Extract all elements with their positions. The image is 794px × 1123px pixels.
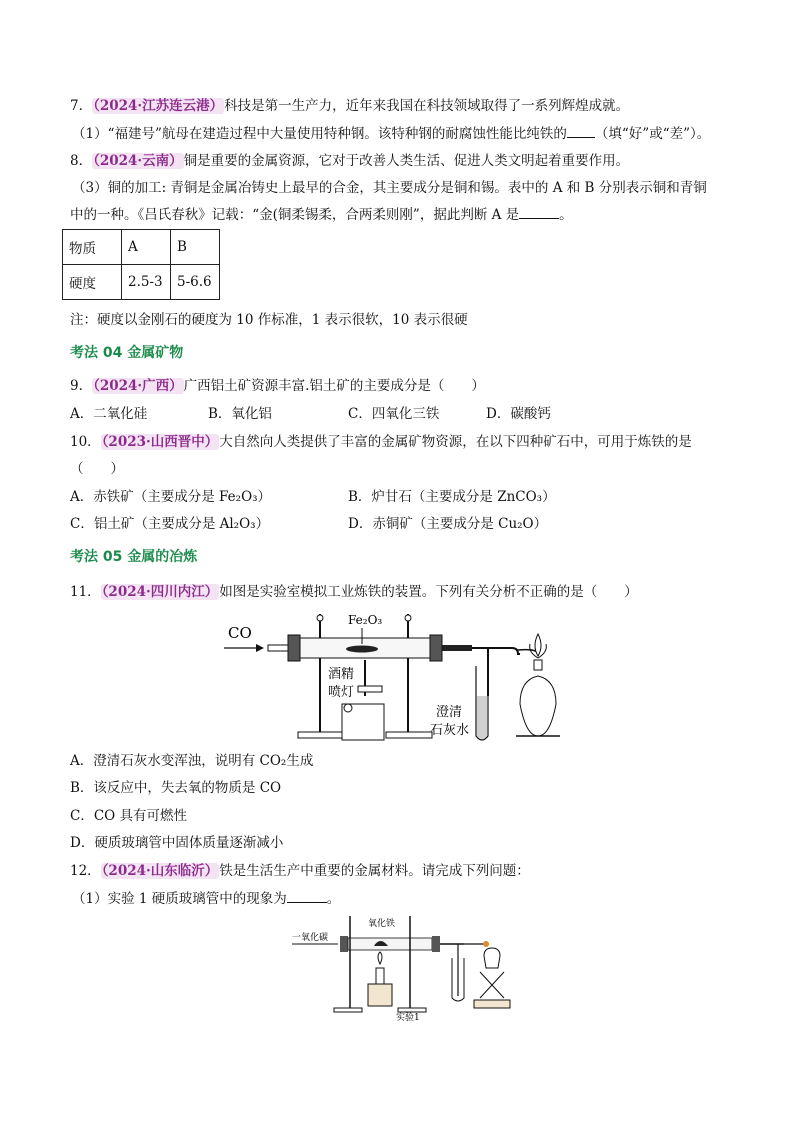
q12-stem (70, 861, 530, 881)
question-number: 12． (70, 863, 101, 879)
sub-question-text: （1）实验 1 硬质玻璃管中的现象为 (72, 891, 287, 907)
option-d[interactable]: D．赤铜矿（主要成分是 Cu₂O） (348, 516, 548, 532)
sub-question-text-end: 。 (326, 891, 341, 907)
source-tag: （2024·云南） (93, 153, 183, 169)
experiment-1-diagram (288, 912, 528, 1022)
sub-question-text-end: （填“好”或“差”）。 (594, 126, 711, 142)
q11-option-b[interactable]: B．该反应中，失去氧的物质是 CO (70, 780, 282, 796)
section-heading-05: 考法 05 金属的冶炼 (70, 549, 198, 565)
question-number: 8． (70, 153, 93, 169)
answer-blank[interactable] (567, 123, 595, 138)
sub-question-text: 中的一种。《吕氏春秋》记载：“金(铜柔锡柔，合两柔则刚”，据此判断 A 是 (70, 207, 520, 223)
question-text: 大自然向人类提供了丰富的金属矿物资源，在以下四种矿石中，可用于炼铁的是 (219, 434, 692, 450)
q8-stem (70, 151, 629, 171)
question-text: 铁是生活生产中重要的金属材料。请完成下列问题： (219, 863, 530, 879)
co-inlet (224, 624, 288, 652)
option-c[interactable]: C．四氧化三铁 (348, 406, 440, 422)
table-row (63, 230, 220, 265)
sub-question-text: （1）“福建号”航母在建造过程中大量使用特种钢。该特种钢的耐腐蚀性能比纯铁的 (72, 126, 567, 142)
hardness-table (62, 229, 220, 300)
alcohol-lamp-burner (516, 634, 560, 736)
source-tag: （2024·江苏连云港） (93, 98, 224, 114)
question-text: 铜是重要的金属资源，它对于改善人类生活、促进人类文明起着重要作用。 (183, 153, 630, 169)
q11-option-c[interactable]: C．CO 具有可燃性 (70, 808, 188, 824)
table-cell: 2.5-3 (122, 265, 171, 300)
question-number: 10． (70, 434, 101, 450)
table-cell: 5-6.6 (171, 265, 220, 300)
question-number: 7． (70, 98, 93, 114)
q10-stem (70, 432, 692, 452)
table-header-cell: 物质 (63, 230, 122, 265)
source-tag: （2024·四川内江） (101, 584, 219, 600)
co-label: CO (228, 624, 252, 642)
q8-sub3-line1: （3）铜的加工: 青铜是金属冶铸史上最早的合金，其主要成分是铜和锡。表中的 A 和 B 分别表示铜和青铜 (72, 180, 707, 196)
hard-glass-tube (288, 635, 472, 661)
q11-option-a[interactable]: A．澄清石灰水变浑浊，说明有 CO₂生成 (70, 753, 314, 769)
co-label: 一氧化碳 (292, 933, 329, 943)
q10-paren: （ ） (70, 461, 124, 477)
option-b[interactable]: B．炉甘石（主要成分是 ZnCO₃） (348, 489, 556, 505)
option-a[interactable]: A．二氧化硅 (70, 406, 148, 422)
answer-blank[interactable] (519, 204, 559, 219)
table-row (63, 265, 220, 300)
delivery-tube (472, 648, 520, 696)
q10-options-row2 (70, 514, 547, 534)
q11-option-d[interactable]: D．硬质玻璃管中固体质量逐渐减小 (70, 835, 284, 851)
source-tag: （2023·山西晋中） (101, 434, 219, 450)
answer-blank[interactable] (287, 888, 327, 903)
q12-sub1 (72, 888, 340, 909)
hard-glass-tube (340, 936, 464, 952)
table-header-cell: A (122, 230, 171, 265)
table-cell: 硬度 (63, 265, 122, 300)
section-heading-04: 考法 04 金属矿物 (70, 345, 184, 361)
option-a[interactable]: A．赤铁矿（主要成分是 Fe₂O₃） (70, 489, 272, 505)
q11-stem (70, 582, 638, 602)
option-b[interactable]: B．氧化铝 (208, 406, 272, 422)
q7-stem (70, 96, 629, 116)
option-c[interactable]: C．铝土矿（主要成分是 Al₂O₃） (70, 516, 270, 532)
option-d[interactable]: D．碳酸钙 (486, 406, 551, 422)
q9-options (70, 404, 551, 424)
question-text: 如图是实验室模拟工业炼铁的装置。下列有关分析不正确的是（ ） (219, 584, 638, 600)
q10-options-row1 (70, 487, 556, 507)
co-inlet (292, 931, 338, 944)
sub-question-text-end: 。 (559, 207, 573, 223)
source-tag: （2024·山东临沂） (101, 863, 219, 879)
source-tag: （2024·广西） (93, 378, 183, 394)
question-number: 11． (70, 584, 101, 600)
alcohol-lamp (368, 952, 392, 1006)
lamp-label-line2: 喷灯 (328, 685, 355, 700)
burner-stand (474, 948, 510, 1008)
q9-stem (70, 376, 485, 396)
limewater-test-tube (430, 666, 488, 740)
alcohol-blowtorch (328, 660, 384, 740)
fe2o3-label: Fe₂O₃ (348, 613, 383, 627)
limewater-label-line2: 石灰水 (430, 723, 470, 738)
experiment-caption: 实验1 (396, 1013, 420, 1022)
question-number: 9． (70, 378, 93, 394)
iron-smelting-apparatus-diagram (220, 604, 580, 746)
q8-note: 注：硬度以金刚石的硬度为 10 作标准，1 表示很软，10 表示很硬 (70, 312, 468, 328)
lamp-label-line1: 酒精 (328, 667, 355, 682)
limewater-label-line1: 澄清 (436, 705, 463, 720)
oxide-label: 氧化铁 (368, 919, 396, 929)
q8-sub3-line2 (70, 204, 573, 225)
question-text: 科技是第一生产力，近年来我国在科技领域取得了一系列辉煌成就。 (224, 98, 630, 114)
delivery-and-test-tube (452, 941, 489, 1001)
q7-sub1 (72, 123, 710, 144)
table-header-cell: B (171, 230, 220, 265)
question-text: 广西铝土矿资源丰富.铝土矿的主要成分是（ ） (183, 378, 485, 394)
